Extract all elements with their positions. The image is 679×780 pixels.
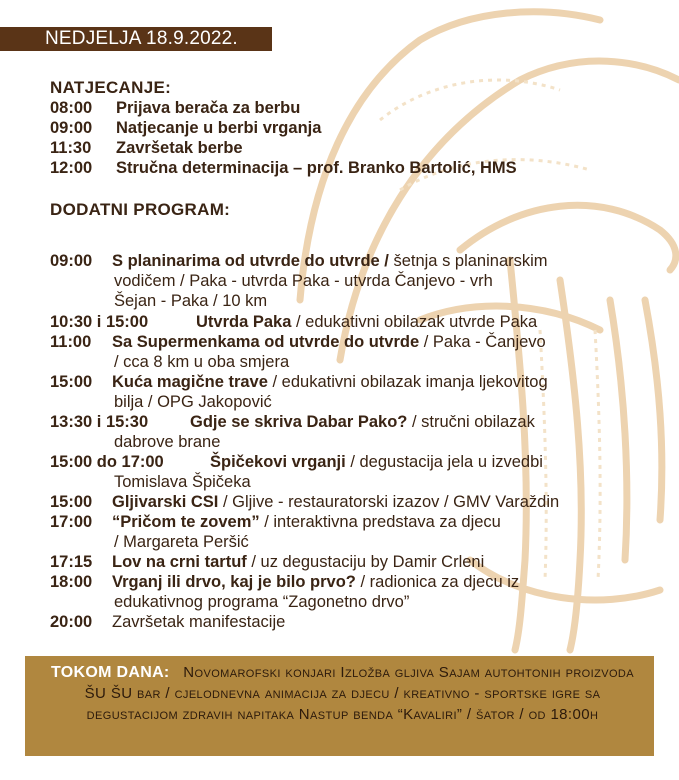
item-time: 17:15 [50, 553, 93, 571]
program-item [50, 251, 650, 311]
item-title: Sa Supermenkama od utvrde do utvrde [112, 333, 420, 351]
item-text: / interaktivna predstava za djecu [259, 513, 501, 531]
all-day-banner [25, 656, 654, 756]
item-text: / edukativni obilazak utvrde Paka [291, 313, 538, 331]
item-text: / Paka - Čanjevo [419, 333, 546, 351]
item-time: 18:00 [50, 573, 93, 591]
item-continuation: vodičem / Paka - utvrda Paka - utvrda Čanjevo - vrh [114, 272, 493, 290]
item-text: Stručna determinacija – prof. Branko Bartolić, HMS [116, 159, 517, 177]
item-title: Utvrda Paka [196, 313, 292, 331]
competition-item [50, 138, 660, 158]
program-item [50, 572, 650, 612]
item-time: 08:00 [50, 99, 93, 117]
item-title: “Pričom te zovem” [112, 513, 260, 531]
item-text: Završetak berbe [116, 139, 243, 157]
item-title: Špičekovi vrganji [210, 453, 346, 471]
program-item [50, 612, 650, 632]
item-title: Kuća magične trave [112, 373, 268, 391]
item-text: / degustacija jela u izvedbi [345, 453, 543, 471]
item-text: Natjecanje u berbi vrganja [116, 119, 322, 137]
item-continuation: edukativnog programa “Zagonetno drvo” [114, 593, 410, 611]
item-text: Prijava berača za berbu [116, 99, 301, 117]
item-time: 12:00 [50, 159, 93, 177]
item-title: Vrganj ili drvo, kaj je bilo prvo? [112, 573, 356, 591]
item-continuation: Šejan - Paka / 10 km [114, 292, 268, 310]
competition-title: NATJECANJE: [50, 78, 172, 97]
competition-item [50, 158, 660, 178]
program-item [50, 552, 650, 572]
program-item [50, 312, 650, 332]
program-item [50, 512, 650, 552]
item-text: / uz degustaciju by Damir Crleni [246, 553, 485, 571]
item-text: Završetak manifestacije [112, 613, 286, 631]
item-time: 13:30 i 15:30 [50, 413, 149, 431]
item-continuation: Tomislava Špičeka [114, 473, 251, 491]
item-text: šetnja s planinarskim [388, 252, 548, 270]
all-day-label: TOKOM DANA: [51, 664, 170, 681]
item-time: 09:00 [50, 119, 93, 137]
item-continuation: dabrove brane [114, 433, 221, 451]
date-header: NEDJELJA 18.9.2022. [0, 27, 272, 51]
item-time: 17:00 [50, 513, 93, 531]
item-time: 20:00 [50, 613, 93, 631]
item-time: 11:30 [50, 139, 92, 157]
item-time: 15:00 do 17:00 [50, 453, 164, 471]
item-time: 10:30 i 15:00 [50, 313, 149, 331]
item-continuation: / Margareta Peršić [114, 533, 249, 551]
item-text: / radionica za djecu iz [355, 573, 520, 591]
program-item [50, 452, 650, 492]
item-continuation: / cca 8 km u oba smjera [114, 353, 290, 371]
item-time: 15:00 [50, 373, 93, 391]
competition-item [50, 98, 660, 118]
item-text: / Gljive - restauratorski izazov / GMV Varaždin [218, 493, 560, 511]
item-title: Lov na crni tartuf [112, 553, 247, 571]
item-title: Gdje se skriva Dabar Pako? [190, 413, 408, 431]
item-time: 11:00 [50, 333, 92, 351]
program-title: DODATNI PROGRAM: [50, 200, 231, 219]
item-title: Gljivarski CSI [112, 493, 219, 511]
item-title: S planinarima od utvrde do utvrde / [112, 252, 389, 270]
program-item [50, 332, 650, 372]
program-item [50, 372, 650, 412]
competition-item [50, 118, 660, 138]
item-time: 15:00 [50, 493, 93, 511]
item-continuation: bilja / OPG Jakopović [114, 393, 272, 411]
program-item [50, 492, 650, 512]
item-time: 09:00 [50, 252, 93, 270]
program-item [50, 412, 650, 452]
all-day-text: Novomarofski konjari Izložba gljiva Sajam autohtonih proizvoda ŠU ŠU bar / cjelodnevna animacija za djecu / kreativno - sportske igre sa degustacijom zdravih napitaka Nastup benda “Kavaliri” / šator / od 18:00h [84, 664, 634, 723]
item-text: / edukativni obilazak imanja ljekovitog [267, 373, 548, 391]
item-text: / stručni obilazak [407, 413, 535, 431]
